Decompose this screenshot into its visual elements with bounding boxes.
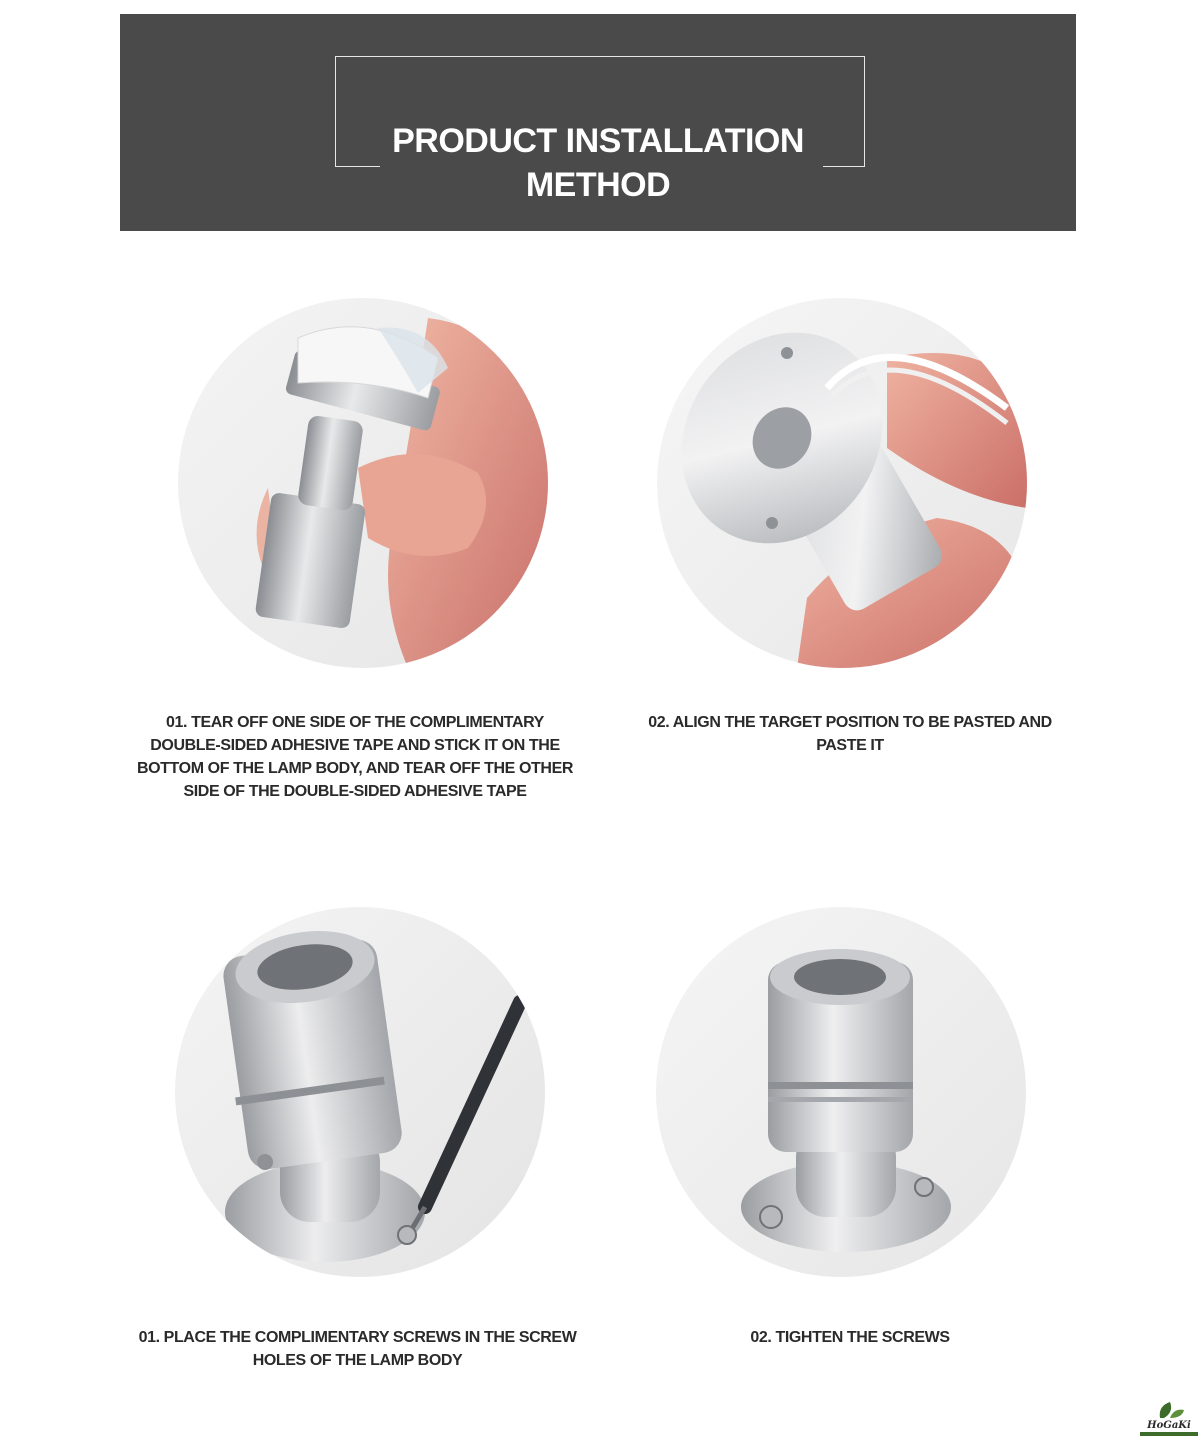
page-title-line2: METHOD: [525, 166, 671, 204]
step-1-caption: 01. TEAR OFF ONE SIDE OF THE COMPLIMENTARY DOUBLE-SIDED ADHESIVE TAPE AND STICK IT ON THE BOTTOM OF THE LAMP BODY, AND TEAR OFF THE OTHER SIDE OF THE DOUBLE-SIDED ADHESIVE TAPE: [136, 714, 573, 800]
step-photo-place-screws: [175, 907, 545, 1277]
step-3-caption: 01. PLACE THE COMPLIMENTARY SCREWS IN THE SCREW HOLES OF THE LAMP BODY: [138, 1329, 577, 1369]
header-banner: [120, 14, 1076, 231]
step-photo-align-paste: [657, 298, 1027, 668]
step-photo-tape-peel: [178, 298, 548, 668]
title-frame-top: [335, 56, 865, 57]
step-2-caption: 02. ALIGN THE TARGET POSITION TO BE PASTED AND PASTE IT: [648, 714, 1052, 754]
logo-underline: [1140, 1432, 1198, 1436]
logo-text: HoGaKi: [1147, 1420, 1191, 1431]
leaf-icon: [1140, 1398, 1198, 1420]
step-photo-tighten-screws: [656, 907, 1026, 1277]
page-title-line1: PRODUCT INSTALLATION: [392, 122, 804, 160]
step-4-caption: 02. TIGHTEN THE SCREWS: [750, 1329, 950, 1346]
brand-logo: [1140, 1398, 1198, 1438]
